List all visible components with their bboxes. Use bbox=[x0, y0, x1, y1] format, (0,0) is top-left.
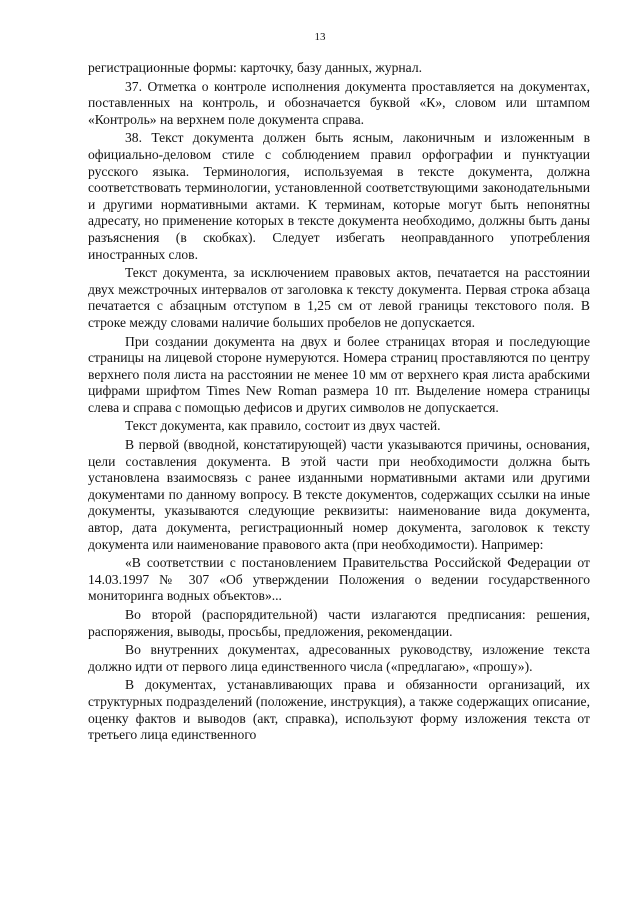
paragraph-item-38: 38. Текст документа должен быть ясным, лаконичным и изложенным в официально-деловом стиле с соблюдением правил орфографии и пунктуации русского языка. Терминология, используемая в тексте документа, должна соответствовать терминологии, установленной соответствующими законодательными и другими нормативными актами. К терминам, которые могут быть непонятны адресату, но применение которых в тексте документа необходимо, должны быть даны разъяснения (в скобках). Следует избегать неоправданного употребления иностранных слов. bbox=[88, 130, 590, 262]
page-number: 13 bbox=[314, 31, 326, 43]
paragraph-first-part: В первой (вводной, констатирующей) части указываются причины, основания, цели составления документа. В этой части при необходимости должна быть установлена взаимосвязь с ранее изданными нормативными актами или другими документами по данному вопросу. В тексте документов, содержащих ссылки на иные документы, указываются следующие реквизиты: наименование вида документа, автор, дата документа, регистрационный номер документа, заголовок к тексту документа или наименование правового акта (при необходимости). Например: bbox=[88, 437, 590, 552]
paragraph-second-part: Во второй (распорядительной) части излагаются предписания: решения, распоряжения, выводы, просьбы, предложения, рекомендации. bbox=[88, 607, 590, 639]
paragraph-continuation: регистрационные формы: карточку, базу данных, журнал. bbox=[88, 60, 423, 75]
paragraph-page-numbering: При создании документа на двух и более страницах вторая и последующие страницы на лицевой стороне нумеруются. Номера страниц проставляются по центру верхнего поля листа на расстоянии не менее 10 мм от верхнего края листа арабскими цифрами шрифтом Times New Roman размера 10 пт. Выделение номера страницы слева и справа с помощью дефисов и других символов не допускается. bbox=[88, 333, 590, 415]
document-body bbox=[88, 60, 590, 746]
paragraph-two-parts: Текст документа, как правило, состоит из двух частей. bbox=[125, 418, 441, 434]
paragraph-text-spacing: Текст документа, за исключением правовых актов, печатается на расстоянии двух межстрочных интервалов от заголовка к тексту документа. Первая строка абзаца печатается с абзацным отступом в 1,25 см от левой границы текстового поля. В строке между словами наличие больших пробелов не допускается. bbox=[88, 265, 590, 330]
paragraph-example-quote: «В соответствии с постановлением Правительства Российской Федерации от 14.03.1997 № 307 «Об утверждении Положения о ведении государственного мониторинга водных объектов»... bbox=[88, 555, 590, 604]
paragraph-third-person: В документах, устанавливающих права и обязанности организаций, их структурных подразделений (положение, инструкция), а также содержащих описание, оценку фактов и выводов (акт, справка), используют форму изложения текста от третьего лица единственного bbox=[88, 677, 590, 743]
paragraph-item-37: 37. Отметка о контроле исполнения документа проставляется на документах, поставленных на контроль, и обозначается буквой «К», словом или штампом «Контроль» на верхнем поле документа справа. bbox=[88, 78, 590, 127]
paragraph-internal-docs: Во внутренних документах, адресованных руководству, изложение текста должно идти от первого лица единственного числа («предлагаю», «прошу»). bbox=[88, 642, 590, 674]
